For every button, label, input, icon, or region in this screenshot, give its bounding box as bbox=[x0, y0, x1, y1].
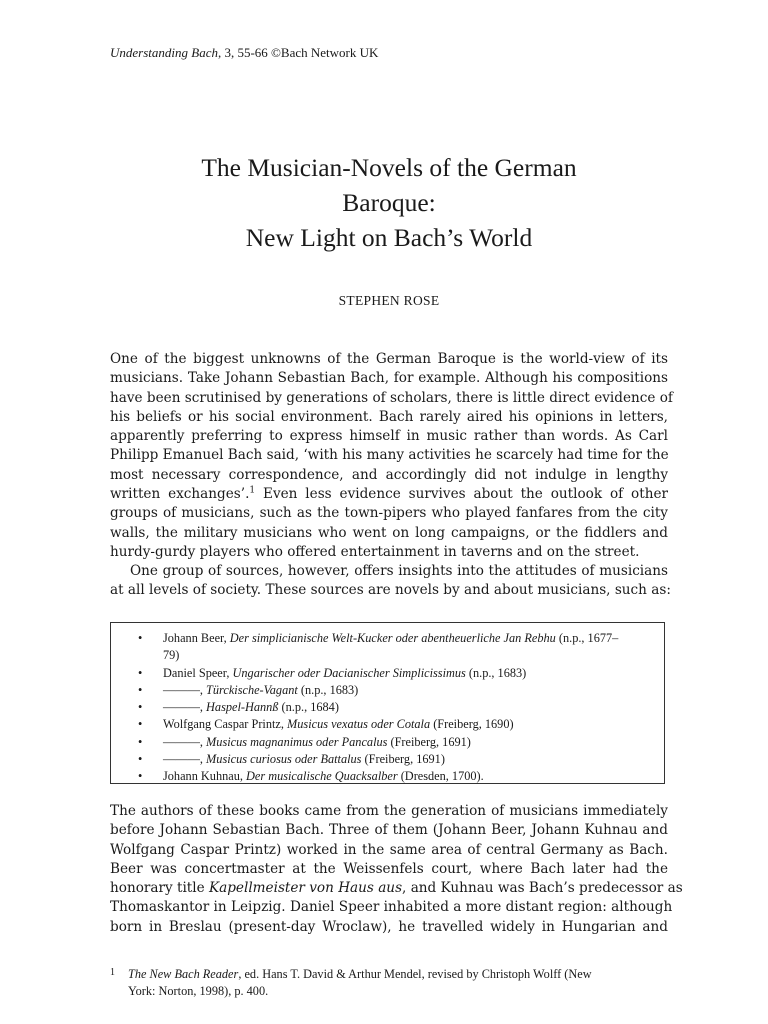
text-line: at all levels of society. These sources are novels by and about musicians, such as: bbox=[110, 582, 671, 599]
text-segment: , and Kuhnau was Bach’s predecessor as bbox=[402, 880, 683, 897]
novel-author: ———, bbox=[163, 734, 207, 749]
novel-publication: (n.p., 1677– bbox=[555, 631, 619, 645]
footnote-text-part: York: Norton, 1998), p. 400. bbox=[128, 984, 269, 998]
text-line: his beliefs or his social environment. Bach rarely aired his opinions in letters, bbox=[110, 408, 668, 425]
text-line: Philipp Emanuel Bach said, ‘with his many activities he scarcely had time for the bbox=[110, 447, 669, 464]
text-line: Beer was concertmaster at the Weissenfels court, where Bach later had the bbox=[110, 860, 668, 877]
list-item bbox=[111, 665, 664, 682]
text-line: apparently preferring to express himself in music rather than words. As Carl bbox=[110, 428, 668, 445]
bullet: • bbox=[138, 682, 143, 697]
bullet: • bbox=[138, 769, 143, 784]
novel-publication: (n.p., 1683) bbox=[465, 665, 527, 680]
list-item bbox=[111, 768, 664, 785]
paragraph-1 bbox=[110, 350, 673, 562]
footnote-text-part: , ed. Hans T. David & Arthur Mendel, revised by Christoph Wolff (New bbox=[238, 967, 592, 981]
text-line: musicians. Take Johann Sebastian Bach, for example. Although his compositions bbox=[110, 370, 668, 387]
novels-list-box bbox=[110, 622, 665, 784]
novel-title: Musicus curiosus oder Battalus bbox=[206, 752, 362, 767]
footnote-text bbox=[110, 966, 668, 1000]
novel-publication: (Freiberg, 1690) bbox=[430, 717, 514, 732]
list-item bbox=[111, 699, 664, 716]
text-segment: honorary title bbox=[110, 880, 209, 897]
text-line: walls, the military musicians who went on long campaigns, or the fiddlers and bbox=[110, 524, 668, 541]
novels-list bbox=[111, 623, 664, 786]
novel-title: Haspel-Hannß bbox=[206, 700, 279, 715]
text-line-with-footnote bbox=[110, 485, 668, 504]
novel-author: Wolfgang Caspar Printz, bbox=[163, 717, 288, 732]
text-segment: written exchanges’. bbox=[110, 486, 250, 503]
text-line: have been scrutinised by generations of scholars, there is little direct evidence of bbox=[110, 389, 673, 406]
text-line-with-italic bbox=[110, 879, 683, 898]
journal-name: Understanding Bach bbox=[110, 45, 218, 60]
bullet: • bbox=[138, 734, 143, 749]
text-line: Thomaskantor in Leipzig. Daniel Speer inhabited a more distant region: although bbox=[110, 899, 673, 916]
novel-author: Johann Kuhnau, bbox=[163, 769, 246, 784]
title-line-2: Baroque: bbox=[342, 188, 436, 217]
list-item bbox=[111, 630, 664, 665]
novel-publication: (Freiberg, 1691) bbox=[361, 752, 445, 767]
list-item bbox=[111, 682, 664, 699]
bullet: • bbox=[138, 752, 143, 767]
paragraph-3 bbox=[110, 802, 683, 937]
footnote bbox=[110, 966, 668, 1000]
novel-publication: (n.p., 1683) bbox=[297, 682, 359, 697]
text-line: Wolfgang Caspar Printz) worked in the same area of central Germany as Bach. bbox=[110, 841, 668, 858]
bullet: • bbox=[138, 631, 143, 645]
novel-publication: (n.p., 1684) bbox=[278, 700, 339, 715]
text-line: One of the biggest unknowns of the German Baroque is the world-view of its bbox=[110, 351, 668, 367]
bullet: • bbox=[138, 717, 143, 732]
novel-publication: (Freiberg, 1691) bbox=[387, 734, 471, 749]
bullet: • bbox=[138, 665, 143, 680]
novel-author: Johann Beer, bbox=[163, 631, 230, 645]
text-line: born in Breslau (present-day Wroclaw), he travelled widely in Hungarian and bbox=[110, 918, 668, 935]
footnote-number: 1 bbox=[110, 967, 115, 978]
bullet: • bbox=[138, 700, 143, 715]
novel-title: Musicus vexatus oder Cotala bbox=[287, 717, 431, 732]
article-title bbox=[90, 150, 688, 255]
text-line: before Johann Sebastian Bach. Three of them (Johann Beer, Johann Kuhnau and bbox=[110, 822, 668, 839]
footnote-marker[interactable]: 1 bbox=[249, 485, 256, 496]
novel-title: Türckische-Vagant bbox=[206, 682, 298, 697]
novel-author: Daniel Speer, bbox=[163, 665, 233, 680]
list-item bbox=[111, 734, 664, 751]
title-line-3: New Light on Bach’s World bbox=[245, 223, 533, 252]
novel-author: ———, bbox=[163, 700, 207, 715]
novel-author: ———, bbox=[163, 752, 207, 767]
italic-term: Kapellmeister von Haus aus bbox=[208, 880, 403, 897]
list-item bbox=[111, 716, 664, 733]
novel-title: Ungarischer oder Dacianischer Simplicissimus bbox=[232, 665, 466, 680]
author-name: STEPHEN ROSE bbox=[338, 293, 440, 308]
novel-title: Musicus magnanimus oder Pancalus bbox=[206, 734, 388, 749]
novel-title: Der simplicianische Welt-Kucker oder abentheuerliche Jan Rebhu bbox=[229, 631, 556, 645]
list-item bbox=[111, 751, 664, 768]
text-line: hurdy-gurdy players who offered entertainment in taverns and on the street. bbox=[110, 543, 640, 560]
running-head bbox=[110, 45, 378, 61]
text-line: groups of musicians, such as the town-pipers who played fanfares from the city bbox=[110, 505, 668, 522]
text-segment: Even less evidence survives about the outlook of other bbox=[255, 486, 668, 503]
journal-details: , 3, 55-66 ©Bach Network UK bbox=[217, 45, 379, 60]
novel-author: ———, bbox=[163, 682, 207, 697]
footnote-book-title: The New Bach Reader bbox=[128, 967, 239, 981]
novel-title: Der musicalische Quacksalber bbox=[246, 769, 398, 784]
novel-publication: (Dresden, 1700). bbox=[397, 769, 484, 784]
text-line: most necessary correspondence, and accordingly did not indulge in lengthy bbox=[110, 466, 668, 483]
title-line-1: The Musician-Novels of the German bbox=[201, 153, 577, 182]
paragraph-2 bbox=[110, 562, 671, 601]
text-line: One group of sources, however, offers insights into the attitudes of musicians bbox=[130, 563, 668, 579]
text-line: The authors of these books came from the generation of musicians immediately bbox=[110, 803, 668, 819]
novel-publication-cont: 79) bbox=[163, 648, 180, 663]
